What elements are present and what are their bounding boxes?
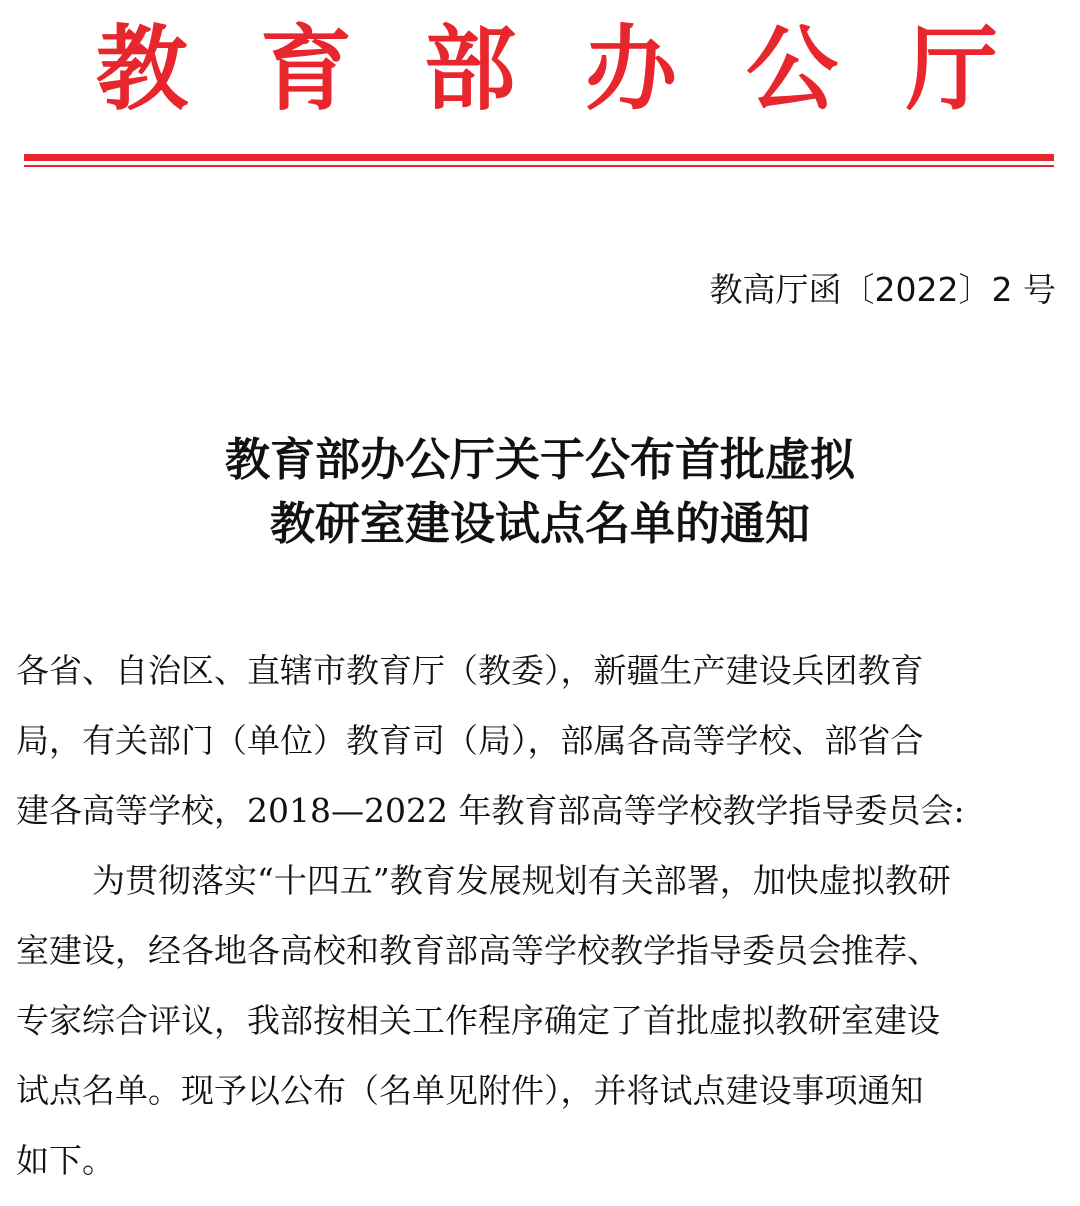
letterhead-char: 公 — [746, 15, 839, 123]
letterhead-rule-thick — [24, 154, 1054, 161]
document-title-line: 教研室建设试点名单的通知 — [269, 497, 810, 550]
body-line: 室建设，经各地各高校和教育部高等学校教学指导委员会推荐、 — [16, 931, 940, 970]
body-line: 建各高等学校，2018—2022 年教育部高等学校教学指导委员会: — [16, 791, 965, 830]
letterhead-char: 部 — [424, 15, 517, 123]
body-line: 如下。 — [16, 1141, 115, 1180]
letterhead-char: 办 — [585, 15, 678, 123]
document-body — [16, 636, 1066, 1196]
body-line: 为贯彻落实“十四五”教育发展规划有关部署，加快虚拟教研 — [92, 861, 951, 900]
letterhead-rule-thin — [24, 165, 1054, 167]
body-line: 试点名单。现予以公布（名单见附件），并将试点建设事项通知 — [16, 1071, 924, 1110]
letterhead-title — [0, 14, 1080, 124]
document-number: 教高厅函〔2022〕2 号 — [709, 270, 1056, 309]
body-line: 专家综合评议，我部按相关工作程序确定了首批虚拟教研室建设 — [16, 1001, 940, 1040]
body-line: 局，有关部门（单位）教育司（局），部属各高等学校、部省合 — [16, 721, 924, 760]
document-title-line: 教育部办公厅关于公布首批虚拟 — [224, 433, 855, 486]
letterhead-char: 育 — [260, 15, 353, 123]
document-title — [0, 428, 1080, 556]
body-line: 各省、自治区、直辖市教育厅（教委），新疆生产建设兵团教育 — [16, 651, 924, 690]
letterhead-char: 教 — [96, 15, 189, 123]
letterhead-char: 厅 — [906, 15, 999, 123]
